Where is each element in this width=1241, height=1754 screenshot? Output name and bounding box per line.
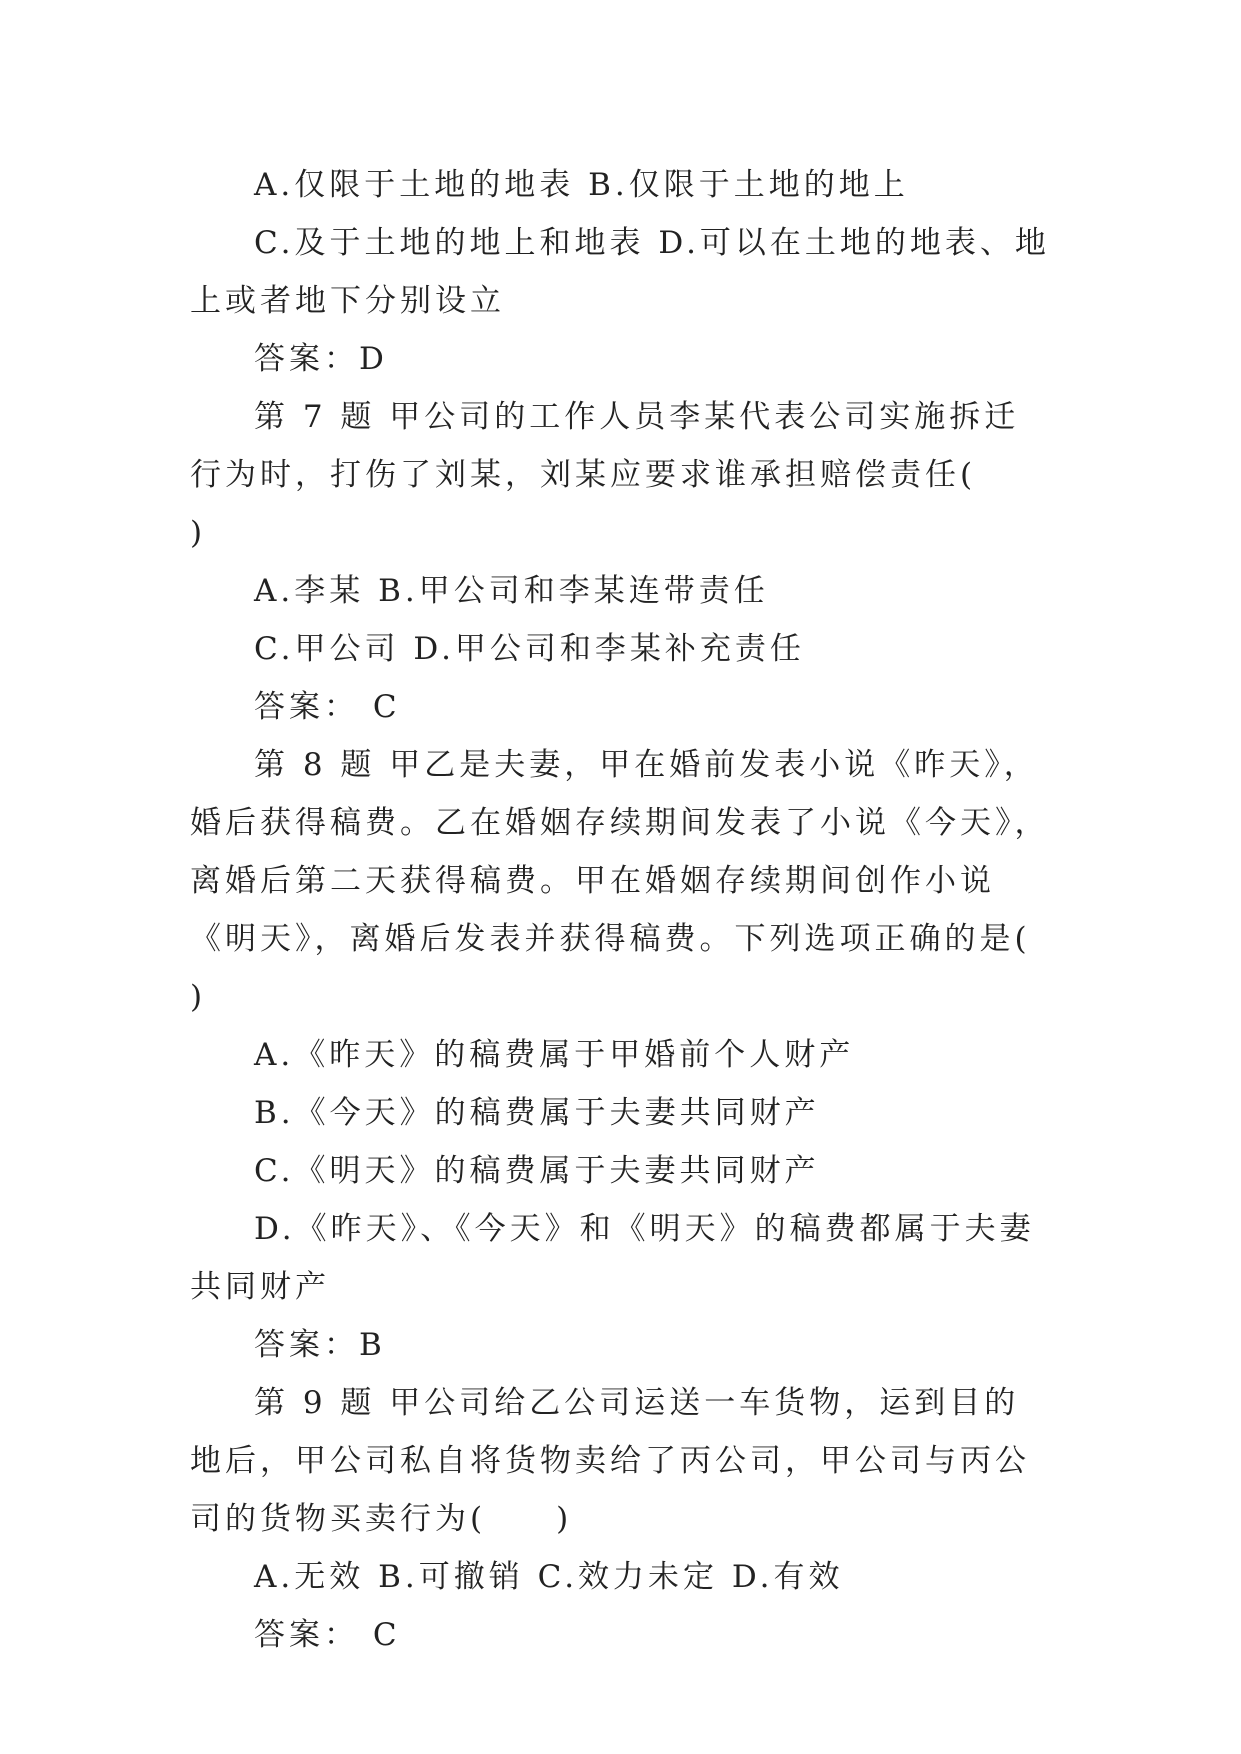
question-7: 第 7 题 甲公司的工作人员李某代表公司实施拆迁行为时，打伤了刘某，刘某应要求谁承担赔偿责任( ) (190, 399, 1047, 551)
option-q8-d: D.《昨天》、《今天》和《明天》的稿费都属于夫妻共同财产 (190, 1211, 1035, 1305)
answer-q8: 答案：B (254, 1327, 386, 1363)
answer-q6: 答案：D (254, 341, 388, 377)
option-q8-b: B.《今天》的稿费属于夫妻共同财产 (254, 1095, 820, 1131)
options-q7-cd: C.甲公司 D.甲公司和李某补充责任 (254, 631, 805, 667)
answer-q9: 答案： C (254, 1617, 401, 1653)
document-body (190, 156, 1101, 1664)
options-q9: A.无效 B.可撤销 C.效力未定 D.有效 (254, 1559, 844, 1595)
question-9: 第 9 题 甲公司给乙公司运送一车货物，运到目的地后，甲公司私自将货物卖给了丙公司，甲公司与丙公司的货物买卖行为( ) (190, 1385, 1030, 1537)
options-q6-ab: A.仅限于土地的地表 B.仅限于土地的地上 (254, 167, 909, 203)
options-q6-cd: C.及于土地的地上和地表 D.可以在土地的地表、地上或者地下分别设立 (190, 225, 1050, 319)
option-q8-c: C.《明天》的稿费属于夫妻共同财产 (254, 1153, 820, 1189)
options-q7-ab: A.李某 B.甲公司和李某连带责任 (254, 573, 769, 609)
question-8: 第 8 题 甲乙是夫妻，甲在婚前发表小说《昨天》，婚后获得稿费。乙在婚姻存续期间发表了小说《今天》，离婚后第二天获得稿费。甲在婚姻存续期间创作小说《明天》，离婚后发表并获得稿费。下列选项正确的是( ) (190, 747, 1101, 1015)
option-q8-a: A.《昨天》的稿费属于甲婚前个人财产 (254, 1037, 855, 1073)
answer-q7: 答案： C (254, 689, 401, 725)
